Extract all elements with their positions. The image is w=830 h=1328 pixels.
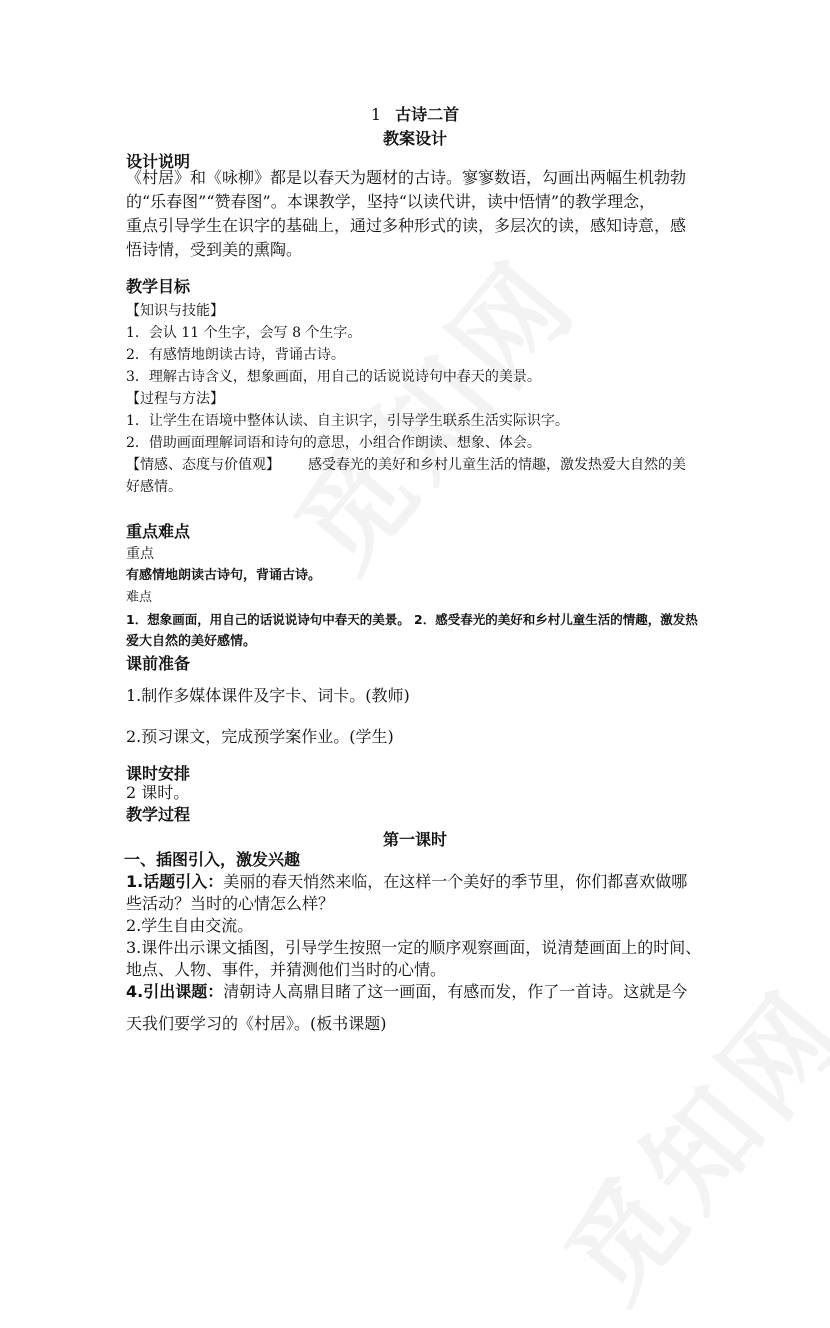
watermark	[254, 220, 606, 597]
process-item-cont: 天我们要学习的《村居》。(板书课题)	[126, 1014, 387, 1033]
process-item	[126, 870, 687, 894]
emotion-cont: 好感情。	[126, 479, 182, 495]
prep-item: 2.预习课文，完成预学案作业。(学生)	[126, 727, 394, 746]
prep-heading: 课前准备	[126, 654, 191, 673]
lesson-title-text: 古诗二首	[395, 105, 460, 124]
process-item	[126, 980, 687, 1004]
process-item: 3.课件出示课文插图，引导学生按照一定的顺序观察画面，说清楚画面上的时间、	[126, 938, 702, 957]
lesson-title	[0, 103, 830, 127]
difficulty-line: 1．想象画面，用自己的话说说诗句中春天的美景。 2．感受春光的美好和乡村儿童生活的情趣，激发热	[126, 612, 698, 627]
item-label: 1.话题引入：	[126, 872, 224, 891]
item-text: 美丽的春天悄然来临，在这样一个美好的季节里，你们都喜欢做哪	[223, 872, 688, 891]
schedule-heading: 课时安排	[126, 764, 191, 783]
key-label: 重点	[126, 546, 154, 562]
process-heading: 教学过程	[126, 805, 191, 824]
design-line: 悟诗情，受到美的熏陶。	[126, 240, 303, 259]
design-line: 《村居》和《咏柳》都是以春天为题材的古诗。寥寥数语，勾画出两幅生机勃勃	[126, 168, 687, 187]
item-text: 清朝诗人高鼎目睹了这一画面，有感而发，作了一首诗。这就是今	[223, 982, 688, 1001]
lesson-number: 1	[370, 105, 382, 124]
emotion-label: 【情感、态度与价值观】	[126, 457, 280, 473]
prep-item: 1.制作多媒体课件及字卡、词卡。(教师)	[126, 686, 410, 705]
item-label: 4.引出课题：	[126, 982, 224, 1001]
section-heading: 一、插图引入，激发兴趣	[124, 850, 301, 869]
process-label: 【过程与方法】	[126, 391, 224, 407]
difficulty-label: 难点	[126, 590, 153, 605]
lesson-heading: 第一课时	[382, 830, 447, 849]
design-heading: 设计说明	[126, 152, 191, 171]
knowledge-item: 3．理解古诗含义，想象画面，用自己的话说说诗句中春天的美景。	[126, 369, 541, 385]
key-text: 有感情地朗读古诗句，背诵古诗。	[126, 568, 322, 583]
emotion-text: 感受春光的美好和乡村儿童生活的情趣，激发热爱大自然的美	[308, 457, 686, 473]
schedule-text: 2 课时。	[126, 783, 190, 802]
process-item: 2.学生自由交流。	[126, 916, 254, 935]
knowledge-item: 1．会认 11 个生字，会写 8 个生字。	[126, 325, 362, 341]
process-item: 2．借助画面理解词语和诗句的意思，小组合作朗读、想象、体会。	[126, 435, 541, 451]
knowledge-label: 【知识与技能】	[126, 303, 224, 319]
goals-heading: 教学目标	[126, 277, 191, 296]
watermark	[524, 950, 830, 1327]
difficulty-line: 爱大自然的美好感情。	[126, 634, 257, 649]
design-line: 的“乐春图”“赞春图”。本课教学，坚持“以读代讲，读中悟情”的教学理念，	[126, 192, 656, 211]
process-item-cont: 些活动？当时的心情怎么样？	[126, 894, 335, 913]
design-line: 重点引导学生在识字的基础上，通过多种形式的读，多层次的读，感知诗意，感	[126, 216, 687, 235]
process-item-cont: 地点、人物、事件，并猜测他们当时的心情。	[126, 960, 447, 979]
page-subtitle: 教案设计	[382, 129, 447, 148]
emotion-line	[126, 454, 686, 476]
key-heading: 重点难点	[126, 522, 191, 541]
process-item: 1．让学生在语境中整体认读、自主识字，引导学生联系生活实际识字。	[126, 413, 569, 429]
knowledge-item: 2．有感情地朗读古诗，背诵古诗。	[126, 347, 345, 363]
